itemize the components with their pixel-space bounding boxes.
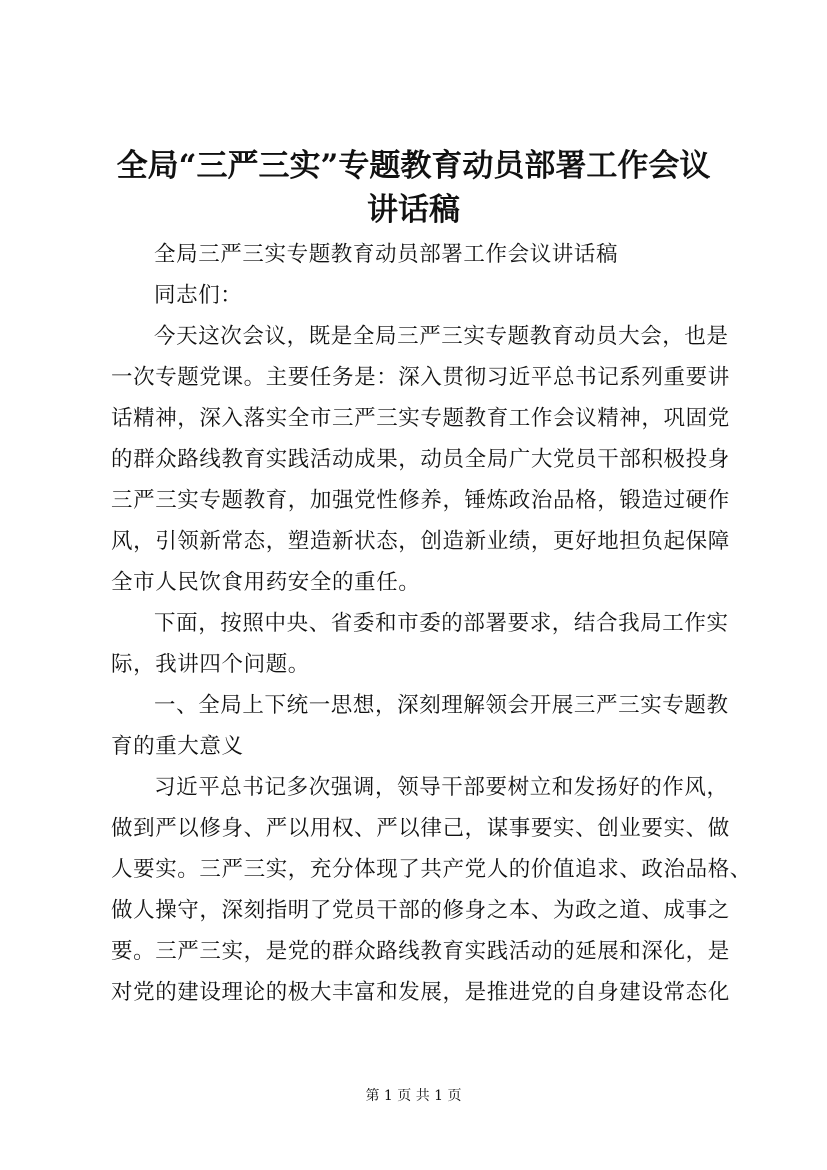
paragraph-line: 做人操守，深刻指明了党员干部的修身之本、为政之道、成事之 xyxy=(111,898,730,923)
paragraph-line: 习近平总书记多次强调，领导干部要树立和发扬好的作风， xyxy=(154,775,729,800)
paragraph-line: 际，我讲四个问题。 xyxy=(111,652,310,677)
paragraph-line: 人要实。三严三实，充分体现了共产党人的价值追求、政治品格、 xyxy=(111,857,752,882)
paragraph-line: 育的重大意义 xyxy=(111,734,244,759)
paragraph-line: 的群众路线教育实践活动成果，动员全局广大党员干部积极投身 xyxy=(111,447,730,472)
paragraph-line: 同志们： xyxy=(154,283,243,308)
paragraph xyxy=(111,767,752,1013)
paragraph-line: 做到严以修身、严以用权、严以律己，谋事要实、创业要实、做 xyxy=(111,816,730,841)
paragraph-line: 三严三实专题教育，加强党性修养，锤炼政治品格，锻造过硬作 xyxy=(111,488,730,513)
paragraph-line: 一、全局上下统一思想，深刻理解领会开展三严三实专题教 xyxy=(154,693,729,718)
paragraph-line: 下面，按照中央、省委和市委的部署要求，结合我局工作实 xyxy=(154,611,729,636)
paragraph-line: 全局三严三实专题教育动员部署工作会议讲话稿 xyxy=(154,242,619,267)
paragraph-line: 话精神，深入落实全市三严三实专题教育工作会议精神，巩固党 xyxy=(111,406,730,431)
page-footer: 第 1 页 共 1 页 xyxy=(365,1088,462,1104)
paragraph-line: 要。三严三实，是党的群众路线教育实践活动的延展和深化，是 xyxy=(111,939,730,964)
paragraph xyxy=(111,685,729,767)
paragraph xyxy=(111,603,729,685)
paragraph-line: 全市人民饮食用药安全的重任。 xyxy=(111,570,421,595)
paragraph-line: 对党的建设理论的极大丰富和发展，是推进党的自身建设常态化 xyxy=(111,980,730,1005)
paragraph-line: 一次专题党课。主要任务是：深入贯彻习近平总书记系列重要讲 xyxy=(111,365,730,390)
paragraph-line: 风，引领新常态，塑造新状态，创造新业绩，更好地担负起保障 xyxy=(111,529,730,554)
document-title-line-1: 全局“三严三实”专题教育动员部署工作会议 xyxy=(116,148,711,184)
document-title-line-2: 讲话稿 xyxy=(367,192,460,228)
paragraph-line: 今天这次会议，既是全局三严三实专题教育动员大会，也是 xyxy=(154,324,729,349)
paragraph xyxy=(111,316,730,603)
document-body xyxy=(111,234,752,1013)
paragraph xyxy=(111,234,725,275)
paragraph xyxy=(111,275,725,316)
